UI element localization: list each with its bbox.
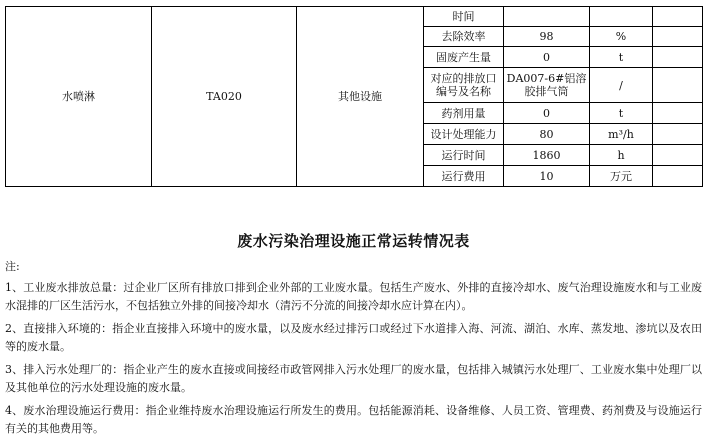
param-label-cell: 固废产生量 xyxy=(424,47,504,68)
note-item: 1、工业废水排放总量：过企业厂区所有排放口排到企业外部的工业废水量。包括生产废水、外排的直接冷却水、废气治理设施废水和与工业废水混排的厂区生活污水，不包括独立外排的间接冷却水（清污不分流的间接冷却水应计算在内）。 xyxy=(5,281,702,312)
param-value-cell xyxy=(504,7,590,27)
blank-cell xyxy=(653,166,703,187)
param-unit-cell: m³/h xyxy=(590,124,653,145)
param-value-cell: 0 xyxy=(504,47,590,68)
param-value-cell: 80 xyxy=(504,124,590,145)
param-label-cell: 药剂用量 xyxy=(424,103,504,124)
blank-cell xyxy=(653,103,703,124)
facility-name-cell: 水喷淋 xyxy=(6,7,152,187)
note-item: 4、废水治理设施运行费用：指企业维持废水治理设施运行所发生的费用。包括能源消耗、设备维修、人员工资、管理费、药剂费及与设施运行有关的其他费用等。 xyxy=(5,404,702,435)
note-item: 2、直接排入环境的：指企业直接排入环境中的废水量，以及废水经过排污口或经过下水道排入海、河流、湖泊、水库、蒸发地、渗坑以及农田等的废水量。 xyxy=(5,322,702,353)
param-label-cell: 对应的排放口编号及名称 xyxy=(424,68,504,103)
param-value-cell: 1860 xyxy=(504,145,590,166)
param-unit-cell: / xyxy=(590,68,653,103)
blank-cell xyxy=(653,145,703,166)
param-value-cell: 98 xyxy=(504,27,590,47)
facility-type-cell: 其他设施 xyxy=(297,7,424,187)
param-value-cell: DA007-6#铝溶胶排气筒 xyxy=(504,68,590,103)
notes-heading: 注: xyxy=(5,260,20,273)
blank-cell xyxy=(653,68,703,103)
blank-cell xyxy=(653,27,703,47)
param-value-cell: 0 xyxy=(504,103,590,124)
notes-section xyxy=(5,258,702,443)
blank-cell xyxy=(653,47,703,68)
param-label-cell: 去除效率 xyxy=(424,27,504,47)
param-unit-cell: 万元 xyxy=(590,166,653,187)
param-value-cell: 10 xyxy=(504,166,590,187)
param-unit-cell: % xyxy=(590,27,653,47)
blank-cell xyxy=(653,7,703,27)
param-unit-cell: t xyxy=(590,103,653,124)
param-label-cell: 运行费用 xyxy=(424,166,504,187)
facility-code-cell: TA020 xyxy=(152,7,297,187)
param-label-cell: 运行时间 xyxy=(424,145,504,166)
param-unit-cell: h xyxy=(590,145,653,166)
blank-cell xyxy=(653,124,703,145)
note-item: 3、排入污水处理厂的：指企业产生的废水直接或间接经市政管网排入污水处理厂的废水量，包括排入城镇污水处理厂、工业废水集中处理厂以及其他单位的污水处理设施的废水量。 xyxy=(5,363,702,394)
facility-operation-table xyxy=(5,6,703,187)
param-label-cell: 时间 xyxy=(424,7,504,27)
param-label-cell: 设计处理能力 xyxy=(424,124,504,145)
param-unit-cell xyxy=(590,7,653,27)
param-unit-cell: t xyxy=(590,47,653,68)
section-title: 废水污染治理设施正常运转情况表 xyxy=(237,232,470,250)
